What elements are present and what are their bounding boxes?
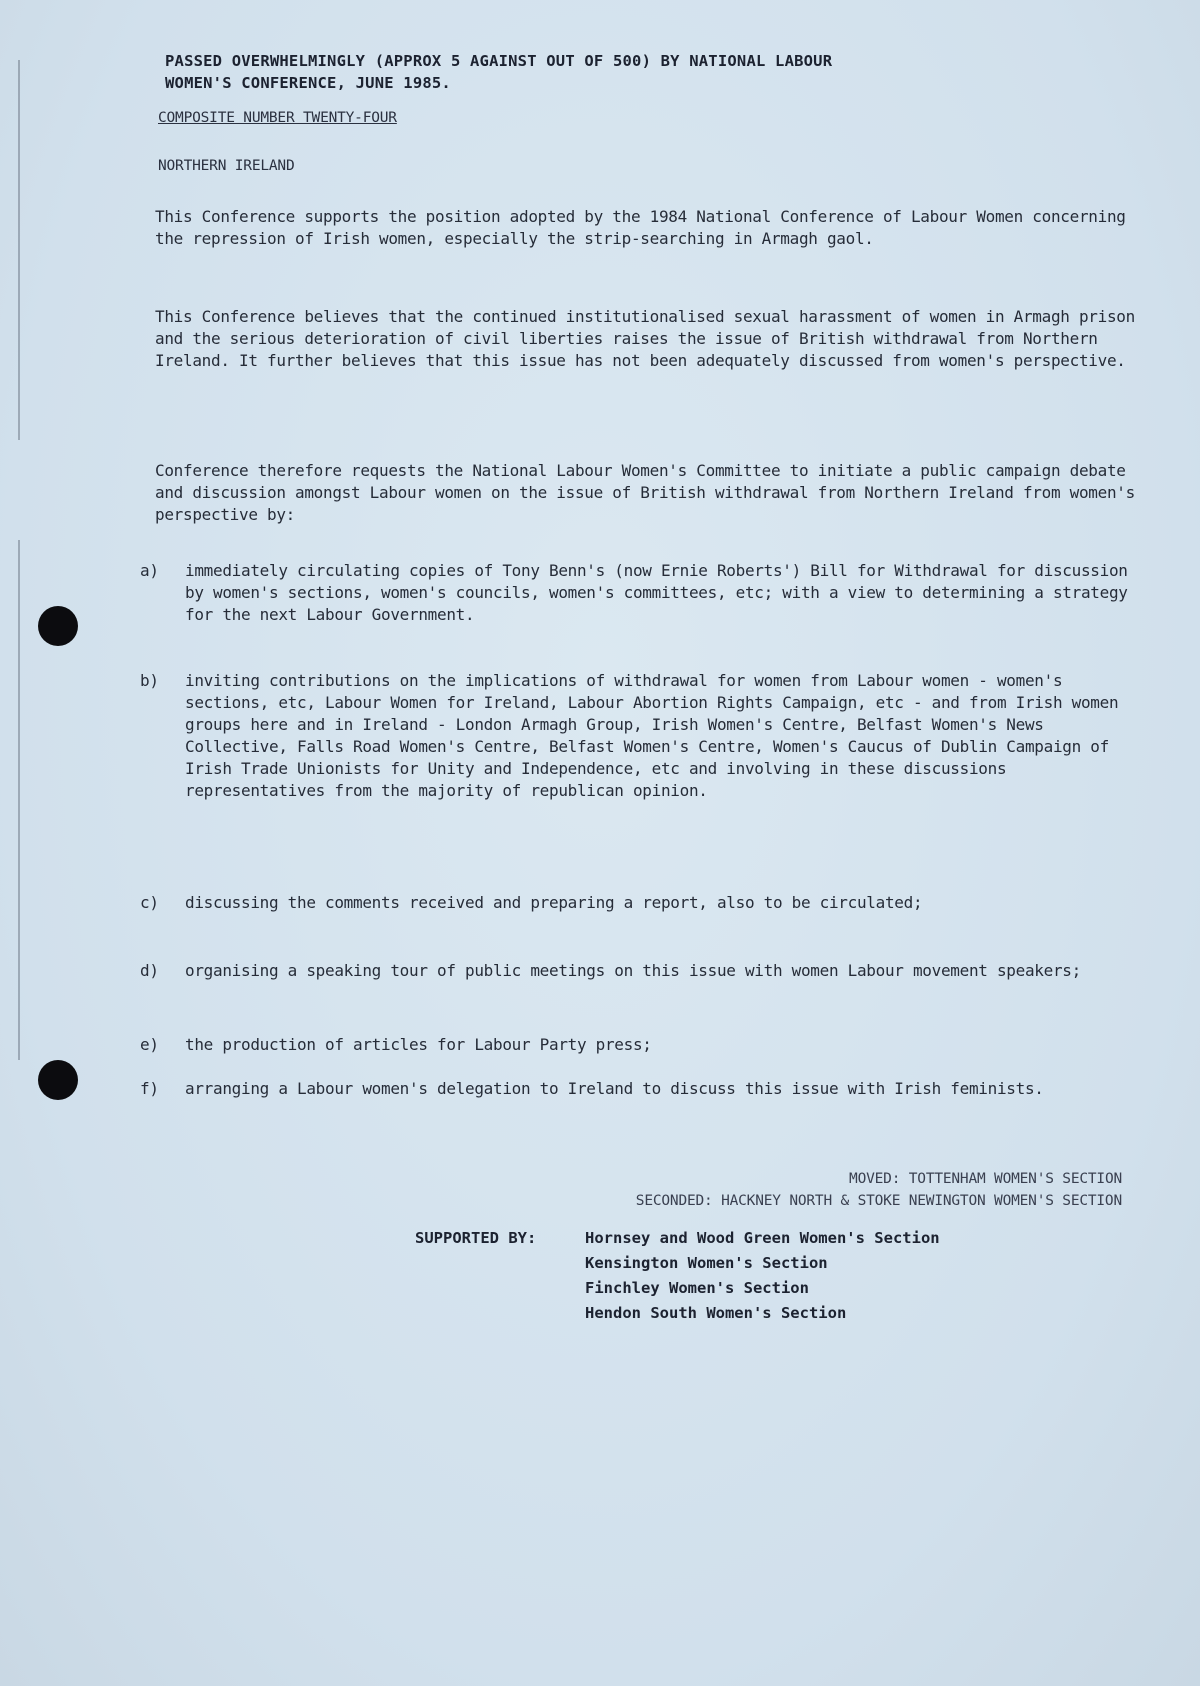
list-item-text: the production of articles for Labour Party press; [185, 1035, 652, 1054]
list-item-label: c) [140, 893, 159, 912]
header-line: WOMEN'S CONFERENCE, JUNE 1985. [165, 74, 451, 92]
document-header [165, 50, 1065, 94]
list-item-label: d) [140, 961, 159, 980]
supported-label: SUPPORTED BY: [415, 1229, 537, 1247]
moved-by: MOVED: TOTTENHAM WOMEN'S SECTION [849, 1171, 1122, 1187]
paragraph: This Conference supports the position adopted by the 1984 National Conference of Labour Women concerning the repression of Irish women, especially the strip-searching in Armagh gaol. [155, 207, 1126, 248]
header-line: PASSED OVERWHELMINGLY (APPROX 5 AGAINST OUT OF 500) BY NATIONAL LABOUR [165, 52, 833, 70]
list-item-label: f) [140, 1079, 159, 1098]
margin-mark [18, 540, 20, 1060]
list-item [140, 670, 1150, 802]
list-item-text: inviting contributions on the implications of withdrawal for women from Labour women - women's sections, etc, Labour Women for Ireland, Labour Abortion Rights Campaign, etc - and from Irish women groups here and in Ireland - London Armagh Group, Irish Women's Centre, Belfast Women's News Collective, Falls Road Women's Centre, Belfast Women's Centre, Women's Caucus of Dublin Campaign of Irish Trade Unionists for Unity and Independence, etc and involving in these discussions representatives from the majority of republican opinion. [185, 671, 1119, 800]
list-item-label: a) [140, 561, 159, 580]
margin-mark [18, 60, 20, 440]
supporters-list [585, 1226, 940, 1326]
punch-hole [38, 606, 78, 646]
list-item [140, 1078, 1150, 1100]
supporter: Finchley Women's Section [585, 1279, 809, 1297]
seconded-by: SECONDED: HACKNEY NORTH & STOKE NEWINGTON WOMEN'S SECTION [635, 1193, 1122, 1209]
list-item-text: immediately circulating copies of Tony Benn's (now Ernie Roberts') Bill for Withdrawal for discussion by women's sections, women's councils, women's committees, etc; with a view to determining a strategy for the next Labour Government. [185, 561, 1128, 624]
list-item [140, 560, 1150, 626]
supporter: Kensington Women's Section [585, 1254, 828, 1272]
list-item-text: discussing the comments received and preparing a report, also to be circulated; [185, 893, 923, 912]
supporters-block [415, 1226, 940, 1326]
paragraph: This Conference believes that the continued institutionalised sexual harassment of women in Armagh prison and the serious deterioration of civil liberties raises the issue of British withdrawal from Northern Ireland. It further believes that this issue has not been adequately discussed from women's perspective. [155, 307, 1135, 370]
list-item-label: b) [140, 671, 159, 690]
mover-block [636, 1168, 1122, 1212]
list-item-text: arranging a Labour women's delegation to Ireland to discuss this issue with Irish feminists. [185, 1079, 1044, 1098]
list-item [140, 1034, 1150, 1056]
list-item [140, 960, 1150, 982]
composite-title: COMPOSITE NUMBER TWENTY-FOUR [158, 110, 397, 126]
supporter: Hendon South Women's Section [585, 1304, 847, 1322]
list-item-text: organising a speaking tour of public meetings on this issue with women Labour movement speakers; [185, 961, 1081, 980]
paragraph: Conference therefore requests the National Labour Women's Committee to initiate a public campaign debate and discussion amongst Labour women on the issue of British withdrawal from Northern Ireland from women's perspective by: [155, 461, 1135, 524]
list-item [140, 892, 1150, 914]
supporter: Hornsey and Wood Green Women's Section [585, 1229, 940, 1247]
punch-hole [38, 1060, 78, 1100]
list-item-label: e) [140, 1035, 159, 1054]
subject-heading: NORTHERN IRELAND [158, 158, 295, 174]
